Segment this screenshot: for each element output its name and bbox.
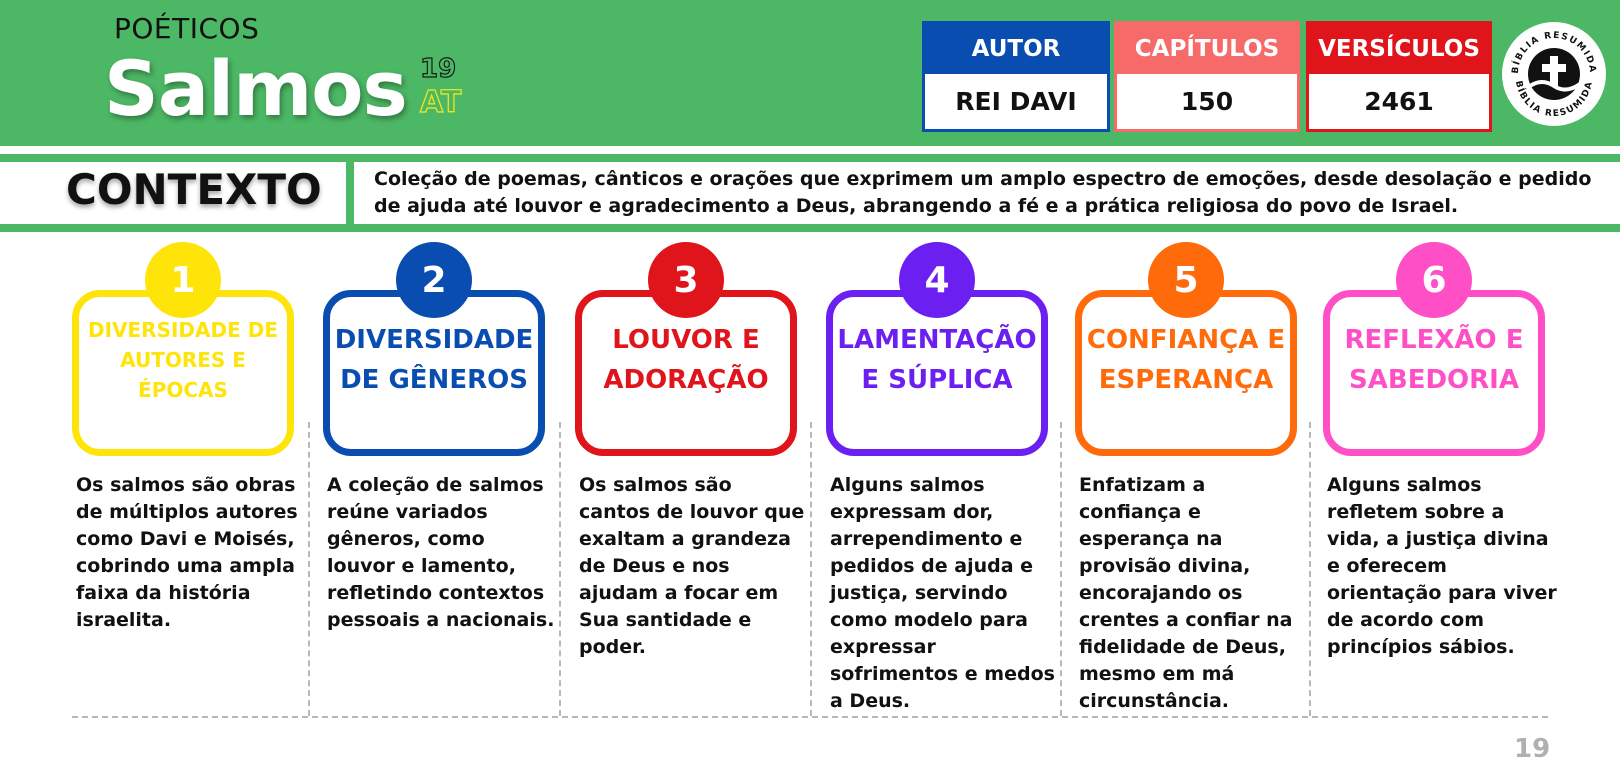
- context-bottom-rule: [0, 224, 1620, 232]
- theme-number-badge: 2: [396, 242, 472, 318]
- verses-stat-label: VERSÍCULOS: [1309, 24, 1489, 74]
- theme-number-badge: 6: [1396, 242, 1472, 318]
- theme-description: Enfatizam a confiança e esperança na provisão divina, encorajando os crentes a confiar na fidelidade de Deus, mesmo em má circunstância.: [1079, 474, 1293, 712]
- column-divider: [810, 422, 812, 716]
- cross-wave-icon: [1502, 22, 1606, 126]
- context-text: Coleção de poemas, cânticos e orações que exprimem um amplo espectro de emoções, desde desolação e pedido de ajuda até louvor e agradecimento a Deus, abrangendo a fé e a prática religiosa do povo de Israel.: [374, 168, 1592, 217]
- theme-description: Alguns salmos refletem sobre a vida, a justiça divina e oferecem orientação para viver de acordo com princípios sábios.: [1327, 474, 1557, 658]
- testament-label: AT: [420, 85, 462, 120]
- theme-number-badge: 5: [1148, 242, 1224, 318]
- page-number: 19: [1514, 734, 1551, 764]
- book-number: 19: [420, 54, 457, 84]
- theme-title: LAMENTAÇÃO E SÚPLICA: [837, 325, 1037, 395]
- column-divider: [559, 422, 561, 716]
- theme-description: Os salmos são cantos de louvor que exaltam a grandeza de Deus e nos ajudam a focar em Sua santidade e poder.: [579, 474, 805, 658]
- author-stat-label: AUTOR: [925, 24, 1107, 74]
- context-label: CONTEXTO: [66, 165, 322, 214]
- theme-title: DIVERSIDADE DE AUTORES E ÉPOCAS: [88, 318, 278, 402]
- theme-number-badge: 1: [145, 242, 221, 318]
- chapters-stat-label: CAPÍTULOS: [1117, 24, 1297, 74]
- column-divider: [308, 422, 310, 716]
- theme-description: A coleção de salmos reúne variados gêneros, como louvor e lamento, refletindo contextos pessoais a nacionais.: [327, 474, 555, 631]
- book-category: POÉTICOS: [114, 12, 260, 45]
- biblia-resumida-logo: [1502, 22, 1606, 126]
- theme-description: Os salmos são obras de múltiplos autores como Davi e Moisés, cobrindo uma ampla faixa da história israelita.: [76, 474, 298, 631]
- verses-stat-value: 2461: [1309, 74, 1489, 129]
- theme-number-badge: 4: [899, 242, 975, 318]
- theme-title: DIVERSIDADE DE GÊNEROS: [334, 325, 534, 395]
- theme-title: REFLEXÃO E SABEDORIA: [1344, 325, 1524, 395]
- theme-title: CONFIANÇA E ESPERANÇA: [1086, 325, 1286, 395]
- context-divider: [346, 156, 354, 228]
- author-stat-value: REI DAVI: [925, 74, 1107, 129]
- verses-stat: [1306, 21, 1492, 132]
- bottom-divider: [72, 716, 1548, 718]
- chapters-stat: [1114, 21, 1300, 132]
- chapters-stat-value: 150: [1117, 74, 1297, 129]
- theme-title: LOUVOR E ADORAÇÃO: [603, 325, 769, 395]
- context-top-rule: [0, 154, 1620, 162]
- author-stat: [922, 21, 1110, 132]
- theme-number-badge: 3: [648, 242, 724, 318]
- book-title: Salmos: [104, 44, 407, 133]
- logo-text-top: BÍBLIA RESUMIDA: [1510, 30, 1598, 75]
- column-divider: [1309, 422, 1311, 716]
- column-divider: [1060, 422, 1062, 716]
- theme-description: Alguns salmos expressam dor, arrependimento e pedidos de ajuda e justiça, servindo como modelo para expressar sofrimentos e medos a Deus.: [830, 474, 1055, 712]
- logo-text-bottom: BÍBLIA RESUMIDA: [1512, 79, 1596, 120]
